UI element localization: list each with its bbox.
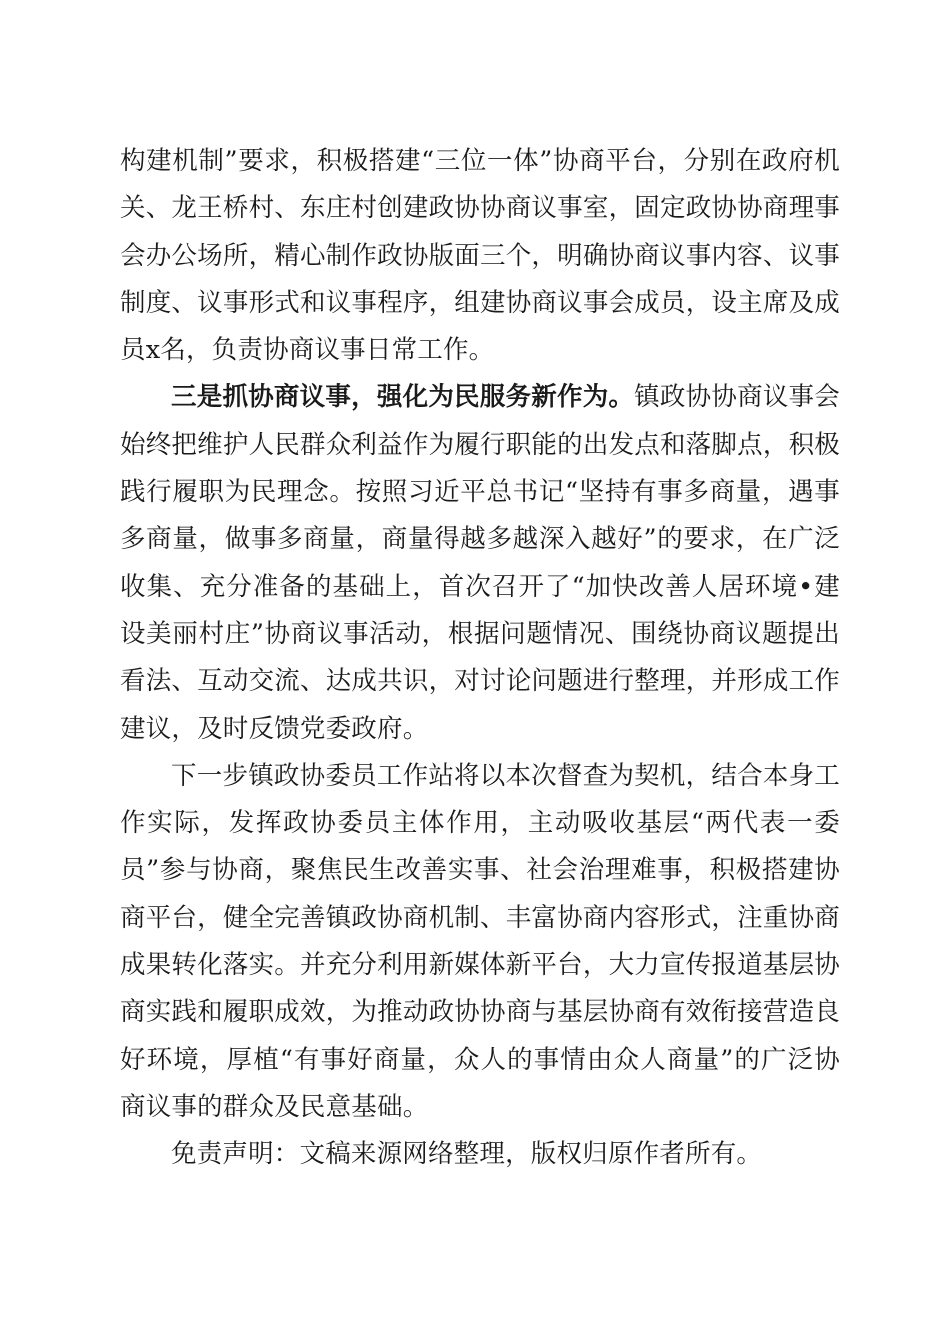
paragraph-text: 镇政协协商议事会始终把维护人民群众利益作为履行职能的出发点和落脚点，积极践行履职为民理念。按照习近平总书记“坚持有事多商量，遇事多商量，做事多商量，商量得越多越深入越好”的要求，在广泛收集、充分准备的基础上，首次召开了“加快改善人居环境•建设美丽村庄”协商议事活动，根据问题情况、围绕协商议题提出看法、互动交流、达成共识，对讨论问题进行整理，并形成工作建议，及时反馈党委政府。: [120, 382, 840, 744]
document-body: [120, 138, 840, 1179]
paragraph-heading: 三是抓协商议事，强化为民服务新作为。: [171, 382, 635, 413]
paragraph-item-three: [120, 374, 840, 752]
paragraph-text: 下一步镇政协委员工作站将以本次督查为契机，结合本身工作实际，发挥政协委员主体作用，主动吸收基层“两代表一委员”参与协商，聚焦民生改善实事、社会治理难事，积极搭建协商平台，健全完善镇政协商机制、丰富协商内容形式，注重协商成果转化落实。并充分利用新媒体新平台，大力宣传报道基层协商实践和履职成效，为推动政协协商与基层协商有效衔接营造良好环境，厚植“有事好商量，众人的事情由众人商量”的广泛协商议事的群众及民意基础。: [120, 760, 840, 1122]
paragraph-continuation: [120, 138, 840, 374]
paragraph-disclaimer: [120, 1131, 840, 1178]
paragraph-text: 构建机制”要求，积极搭建“三位一体”协商平台，分别在政府机关、龙王桥村、东庄村创建政协协商议事室，固定政协协商理事会办公场所，精心制作政协版面三个，明确协商议事内容、议事制度、议事形式和议事程序，组建协商议事会成员，设主席及成员x名，负责协商议事日常工作。: [120, 146, 840, 366]
paragraph-next-steps: [120, 753, 840, 1131]
disclaimer-text: 免责声明：文稿来源网络整理，版权归原作者所有。: [171, 1139, 763, 1170]
